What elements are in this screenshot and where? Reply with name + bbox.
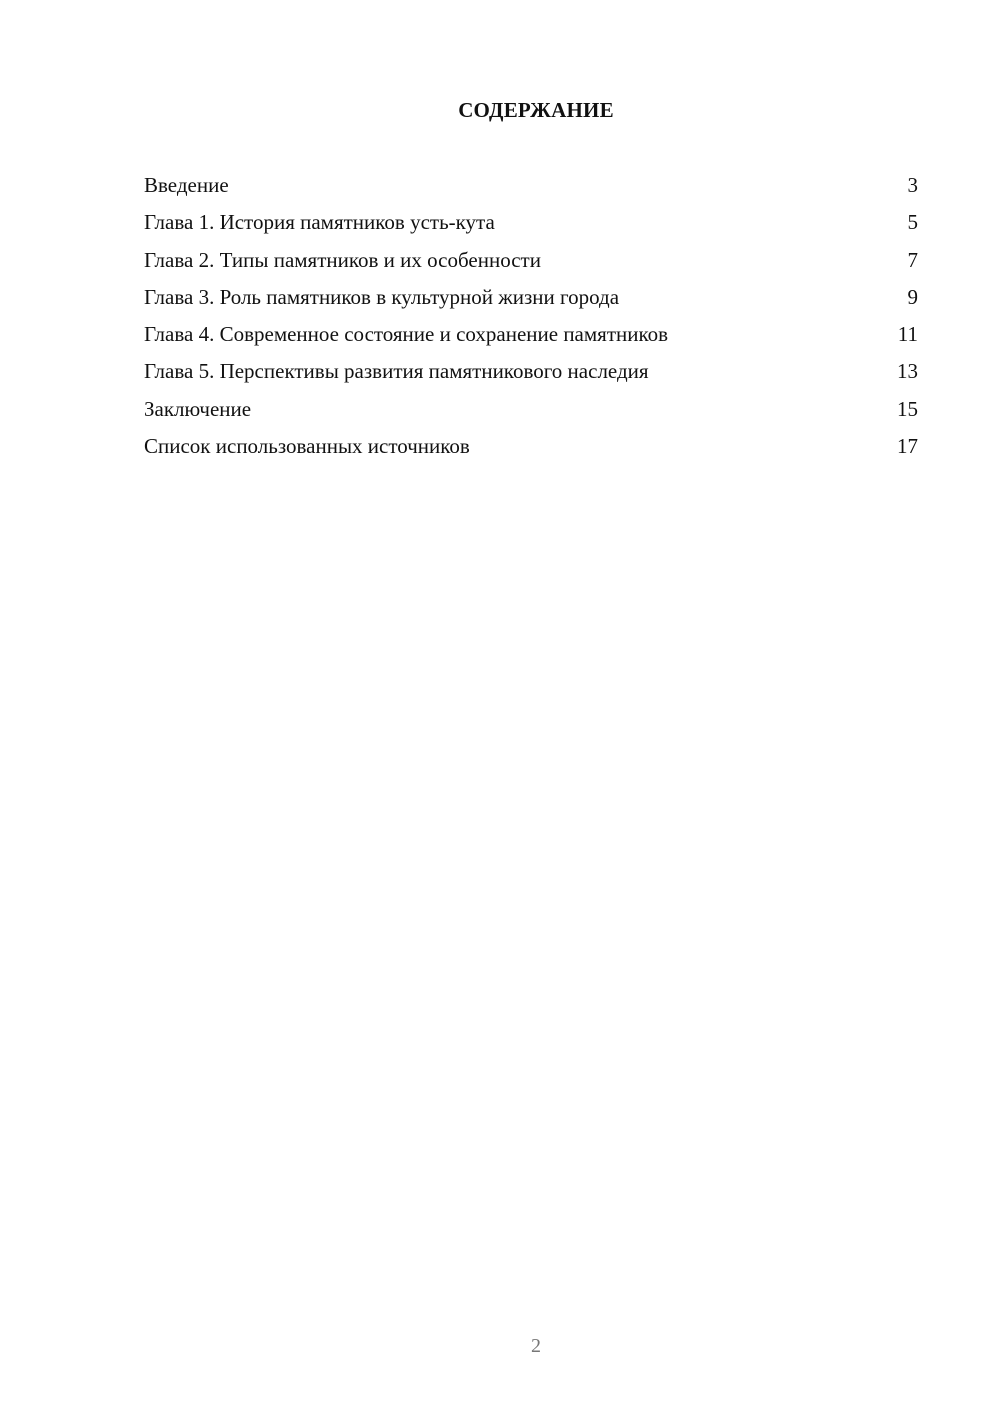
toc-entry-chapter-4 [144,316,918,353]
toc-entry-page: 5 [907,210,918,235]
toc-entry-label: Список использованных источников [144,434,470,459]
toc-entry-chapter-1 [144,204,918,241]
toc-entry-chapter-2 [144,242,918,279]
toc-entry-label: Глава 4. Современное состояние и сохранение памятников [144,322,669,347]
toc-entry-references [144,428,918,465]
toc-entry-label: Глава 1. История памятников усть-кута [144,210,495,235]
toc-entry-page: 7 [907,247,918,272]
toc-entry-label: Введение [144,173,229,197]
toc-entry-page: 11 [897,322,918,347]
toc-entry-label: Глава 5. Перспективы развития памятникового наследия [144,359,649,384]
toc-entry-label: Глава 3. Роль памятников в культурной жизни города [144,284,620,309]
page-number: 2 [531,1335,541,1357]
page-title: СОДЕРЖАНИЕ [458,98,614,122]
toc-entry-chapter-3 [144,279,918,316]
toc-entry-page: 9 [907,284,918,309]
toc-entry-page: 3 [907,173,918,197]
toc-entry-page: 17 [897,434,918,459]
toc-entry-conclusion [144,391,918,428]
toc-entry-page: 15 [897,396,918,421]
toc-entry-introduction [144,167,918,204]
toc-entry-label: Заключение [144,396,252,421]
toc-entry-chapter-5 [144,353,918,390]
table-of-contents [144,167,918,465]
toc-entry-page: 13 [897,359,918,384]
toc-entry-label: Глава 2. Типы памятников и их особенности [144,247,541,272]
